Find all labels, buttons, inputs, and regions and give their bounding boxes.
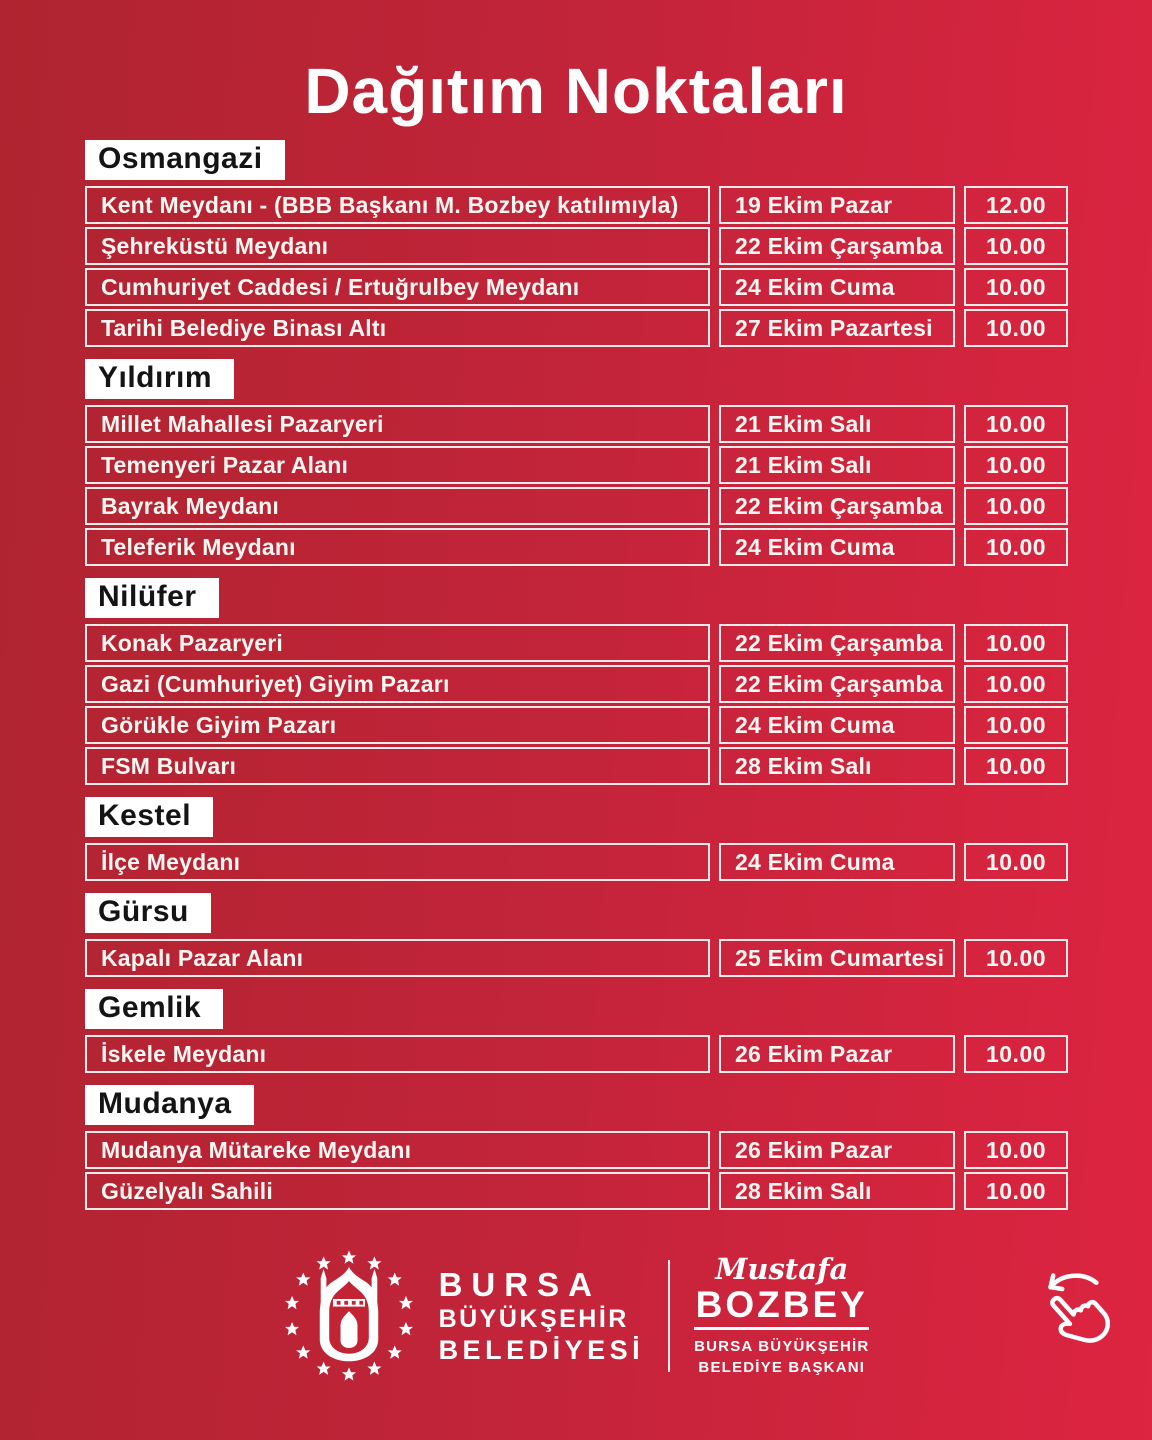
municipality-name-line: BÜYÜKŞEHİR (438, 1304, 629, 1333)
table-row (85, 843, 1068, 881)
section-gursu (85, 881, 1068, 977)
date-cell: 28 Ekim Salı (719, 747, 955, 785)
time-cell: 10.00 (964, 309, 1068, 347)
time-cell: 10.00 (964, 747, 1068, 785)
district-table (85, 624, 1068, 785)
section-gemlik (85, 977, 1068, 1073)
table-row (85, 1035, 1068, 1073)
location-cell: İlçe Meydanı (85, 843, 710, 881)
municipality-name-line: BELEDİYESİ (438, 1334, 645, 1365)
date-cell: 25 Ekim Cumartesi (719, 939, 955, 977)
time-cell: 10.00 (964, 1131, 1068, 1169)
date-cell: 27 Ekim Pazartesi (719, 309, 955, 347)
table-row (85, 268, 1068, 306)
district-table (85, 186, 1068, 347)
location-cell: İskele Meydanı (85, 1035, 710, 1073)
district-table (85, 1131, 1068, 1210)
date-cell: 28 Ekim Salı (719, 1172, 955, 1210)
municipality-name (439, 1267, 645, 1366)
time-cell: 10.00 (964, 528, 1068, 566)
footer (0, 1250, 1152, 1382)
section-nilufer (85, 566, 1068, 785)
location-cell: Şehreküstü Meydanı (85, 227, 710, 265)
location-cell: Cumhuriyet Caddesi / Ertuğrulbey Meydanı (85, 268, 710, 306)
district-label: Kestel (85, 797, 213, 837)
date-cell: 21 Ekim Salı (719, 405, 955, 443)
swipe-left-hand-icon (1028, 1262, 1118, 1352)
location-cell: Kapalı Pazar Alanı (85, 939, 710, 977)
bursa-municipality-emblem-icon (283, 1250, 415, 1382)
time-cell: 10.00 (964, 939, 1068, 977)
time-cell: 10.00 (964, 1035, 1068, 1073)
table-row (85, 446, 1068, 484)
mayor-title-line: BURSA BÜYÜKŞEHİR (694, 1338, 870, 1356)
date-cell: 24 Ekim Cuma (719, 528, 955, 566)
district-table (85, 405, 1068, 566)
time-cell: 10.00 (964, 665, 1068, 703)
date-cell: 22 Ekim Çarşamba (719, 227, 955, 265)
location-cell: Konak Pazaryeri (85, 624, 710, 662)
location-cell: Millet Mahallesi Pazaryeri (85, 405, 710, 443)
table-row (85, 405, 1068, 443)
location-cell: Kent Meydanı - (BBB Başkanı M. Bozbey katılımıyla) (85, 186, 710, 224)
table-row (85, 624, 1068, 662)
date-cell: 26 Ekim Pazar (719, 1035, 955, 1073)
time-cell: 10.00 (964, 227, 1068, 265)
district-label: Mudanya (85, 1085, 254, 1125)
distribution-points-list (85, 128, 1068, 1210)
table-row (85, 186, 1068, 224)
table-row (85, 939, 1068, 977)
table-row (85, 665, 1068, 703)
district-table (85, 843, 1068, 881)
section-kestel (85, 785, 1068, 881)
date-cell: 24 Ekim Cuma (719, 706, 955, 744)
footer-divider (668, 1260, 670, 1372)
date-cell: 22 Ekim Çarşamba (719, 665, 955, 703)
mayor-first-name: Mustafa (715, 1251, 849, 1286)
district-label: Nilüfer (85, 578, 219, 618)
district-label: Gemlik (85, 989, 223, 1029)
table-row (85, 747, 1068, 785)
time-cell: 10.00 (964, 843, 1068, 881)
time-cell: 10.00 (964, 487, 1068, 525)
time-cell: 10.00 (964, 624, 1068, 662)
section-yildirim (85, 347, 1068, 566)
date-cell: 22 Ekim Çarşamba (719, 624, 955, 662)
signature-underline (694, 1327, 869, 1330)
section-mudanya (85, 1073, 1068, 1210)
location-cell: Teleferik Meydanı (85, 528, 710, 566)
time-cell: 10.00 (964, 446, 1068, 484)
date-cell: 22 Ekim Çarşamba (719, 487, 955, 525)
time-cell: 10.00 (964, 706, 1068, 744)
location-cell: Güzelyalı Sahili (85, 1172, 710, 1210)
district-label: Osmangazi (85, 140, 285, 180)
district-label: Yıldırım (85, 359, 234, 399)
location-cell: FSM Bulvarı (85, 747, 710, 785)
table-row (85, 1172, 1068, 1210)
time-cell: 12.00 (964, 186, 1068, 224)
date-cell: 24 Ekim Cuma (719, 268, 955, 306)
district-table (85, 1035, 1068, 1073)
table-row (85, 1131, 1068, 1169)
date-cell: 26 Ekim Pazar (719, 1131, 955, 1169)
location-cell: Görükle Giyim Pazarı (85, 706, 710, 744)
time-cell: 10.00 (964, 405, 1068, 443)
time-cell: 10.00 (964, 268, 1068, 306)
municipality-name-line: BURSA (438, 1265, 601, 1303)
table-row (85, 487, 1068, 525)
date-cell: 24 Ekim Cuma (719, 843, 955, 881)
location-cell: Mudanya Mütareke Meydanı (85, 1131, 710, 1169)
time-cell: 10.00 (964, 1172, 1068, 1210)
location-cell: Bayrak Meydanı (85, 487, 710, 525)
district-table (85, 939, 1068, 977)
page-title: Dağıtım Noktaları (304, 55, 848, 127)
location-cell: Gazi (Cumhuriyet) Giyim Pazarı (85, 665, 710, 703)
location-cell: Tarihi Belediye Binası Altı (85, 309, 710, 347)
section-osmangazi (85, 128, 1068, 347)
table-row (85, 309, 1068, 347)
district-label: Gürsu (85, 893, 211, 933)
table-row (85, 227, 1068, 265)
date-cell: 19 Ekim Pazar (719, 186, 955, 224)
mayor-title-line: BELEDİYE BAŞKANI (698, 1358, 866, 1376)
table-row (85, 706, 1068, 744)
table-row (85, 528, 1068, 566)
mayor-signature-block (694, 1251, 870, 1378)
date-cell: 21 Ekim Salı (719, 446, 955, 484)
location-cell: Temenyeri Pazar Alanı (85, 446, 710, 484)
mayor-last-name: BOZBEY (695, 1283, 868, 1325)
